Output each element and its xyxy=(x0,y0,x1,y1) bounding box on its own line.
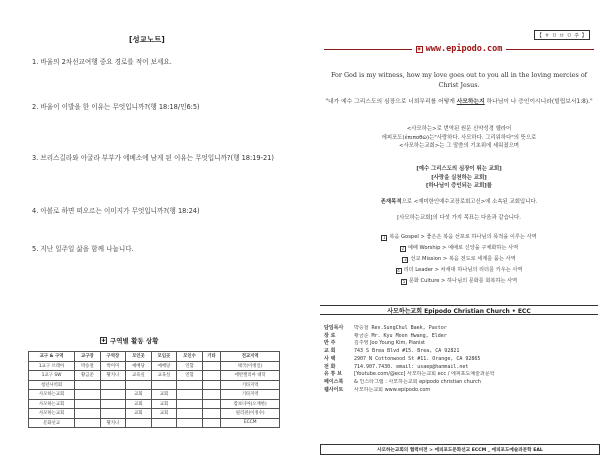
table-cell xyxy=(177,380,203,390)
table-cell: 연합 xyxy=(177,361,203,371)
table-cell: 교회 xyxy=(151,399,177,409)
right-page xyxy=(310,0,600,464)
table-cell: 황지니 xyxy=(100,371,126,381)
info-value: 사모하는교회 www.epipodo.com xyxy=(354,386,431,393)
table-row xyxy=(29,399,280,409)
number-badge-icon: 2 xyxy=(401,246,405,251)
info-value: 743 S Brea Blvd #15. Brea, CA 92821 xyxy=(354,348,460,355)
info-label: 유 튜 브 xyxy=(324,371,342,378)
table-cell: 교회 xyxy=(126,399,152,409)
table-cell xyxy=(202,371,221,381)
question-5: 5. 지난 일주일 삶을 함께 나눕니다. xyxy=(32,245,134,253)
table-cell xyxy=(100,390,126,400)
col-header: 전교지역 xyxy=(221,352,280,362)
table-cell: 교회 xyxy=(126,409,152,419)
table-cell: 사모하는교회 xyxy=(29,409,75,419)
table-cell xyxy=(202,361,221,371)
goal-item: 3 선교 Mission > 복음 전도로 세계를 품는 사역 xyxy=(404,256,516,262)
goals-list xyxy=(324,232,594,287)
table-cell xyxy=(75,399,101,409)
number-badge-icon: 5 xyxy=(402,279,406,284)
activity-table xyxy=(28,351,280,428)
table-cell xyxy=(75,380,101,390)
info-row xyxy=(324,387,594,395)
number-badge-icon: 3 xyxy=(404,257,407,262)
table-cell xyxy=(151,380,177,390)
table-row xyxy=(29,418,280,428)
table-cell: 교회 xyxy=(151,409,177,419)
question-2: 2. 바울이 이발을 한 이유는 무엇입니까?(행 18:18/민6:5) xyxy=(32,103,200,111)
question-4: 4. 아볼로 하면 떠오르는 이미지가 무엇입니까?(행 18:24) xyxy=(32,207,200,215)
info-value: [Youtube.com/@ecc] 사모하는교회 ecc / 에피포도예술과문학 xyxy=(354,371,495,378)
table-cell xyxy=(75,418,101,428)
table-cell xyxy=(75,409,101,419)
table-cell xyxy=(202,418,221,428)
info-row xyxy=(324,379,594,387)
info-row xyxy=(324,364,594,372)
table-cell xyxy=(151,418,177,428)
col-header: 교구 & 구역 xyxy=(29,352,75,362)
footer-banner: 사모하는교회의 협력비전 > 에피포도문화선교 ECCM _ 에피포도예술과문학 EAL xyxy=(320,444,600,455)
table-cell: 캄보디아(오재한) xyxy=(221,399,280,409)
question-1: 1. 바울의 2차선교여행 중요 경로를 적어 보세요. xyxy=(32,58,172,66)
info-label: 페이스북 xyxy=(324,378,344,385)
info-label: 장 로 xyxy=(324,332,336,339)
table-row xyxy=(29,390,280,400)
table-cell: 황지니 xyxy=(100,418,126,428)
table-cell xyxy=(202,390,221,400)
info-value: 김주영 Joo Young Kim, Pianist xyxy=(354,340,426,347)
goal-item: 4 리더 Leader > 차세대 하나님의 리더를 키우는 사역 xyxy=(397,267,523,273)
info-label: 전 화 xyxy=(324,363,336,370)
divider xyxy=(324,49,412,50)
col-header: 모인수 xyxy=(177,352,203,362)
info-row xyxy=(324,356,594,364)
word-meaning: <사모하는>로 번역된 원문 신약성경 헬라어 에피포도(ἐπιποθῶ)는"사랑하다. 사모하다. 그리워하다"의 뜻으로 <사모하는교회>는 그 말씀의 기초위에 세워졌으며 xyxy=(381,126,537,149)
col-header: 모인곳 xyxy=(126,352,152,362)
info-row xyxy=(324,340,594,348)
table-cell xyxy=(126,418,152,428)
church-name-banner: 사모하는교회 Epipodo Christian Church • ECC xyxy=(320,305,598,315)
table-cell: 에반젤리아 대학 xyxy=(221,371,280,381)
info-value: 2907 N Cottonwood St #11. Orange, CA 92865 xyxy=(354,355,481,362)
table-cell: 연합 xyxy=(177,371,203,381)
table-cell: 청년사역회 xyxy=(29,380,75,390)
table-cell: 박미미 xyxy=(100,361,126,371)
col-header: 기타 xyxy=(202,352,221,362)
divider xyxy=(506,49,594,50)
table-cell xyxy=(202,409,221,419)
table-cell xyxy=(126,380,152,390)
info-label: 반 주 xyxy=(324,340,336,347)
info-label: 사 택 xyxy=(324,355,336,362)
website-header xyxy=(324,44,594,54)
table-cell xyxy=(100,399,126,409)
col-header: 모임곳 xyxy=(151,352,177,362)
table-row xyxy=(29,380,280,390)
table-cell: 1교구 브레아 xyxy=(29,361,75,371)
table-cell xyxy=(202,380,221,390)
verse-korean: "내가 예수 그리스도의 심장으로 너희무리를 어떻게 사모하는지 하나님이 나 증인이시니라(빌립보서1:8)." xyxy=(325,99,593,105)
info-label: 교 회 xyxy=(324,348,336,355)
number-badge-icon: 4 xyxy=(397,268,400,273)
table-cell: 예배당 xyxy=(126,361,152,371)
table-cell: 박승철 xyxy=(75,361,101,371)
info-value: 박승철 Rev.SungChul Baek, Pastor xyxy=(354,325,447,331)
table-cell xyxy=(177,409,203,419)
table-cell xyxy=(177,390,203,400)
week-badge: 【 ㅎ ㅁ ㅂ ㅁ 주 】 xyxy=(534,30,590,40)
table-header-row xyxy=(29,352,280,362)
table-cell: 1교구 SW xyxy=(29,371,75,381)
table-cell: ECCM xyxy=(221,418,280,428)
table-cell: 기타지역 xyxy=(221,380,280,390)
table-cell: 황금준 xyxy=(75,371,101,381)
info-value: & 인스타그램 : 사모하는교회 epipodo christian church xyxy=(354,378,481,385)
col-header: 구역장 xyxy=(100,352,126,362)
website-link[interactable] xyxy=(412,44,507,54)
table-cell xyxy=(177,399,203,409)
table-cell xyxy=(177,418,203,428)
table-cell xyxy=(100,409,126,419)
info-row xyxy=(324,325,594,333)
info-label: 담임목사 xyxy=(324,325,344,331)
table-row xyxy=(29,371,280,381)
info-row xyxy=(324,348,594,356)
goal-item: 2 예배 Worship > 예배로 신앙을 구체화하는 사역 xyxy=(401,245,519,251)
church-info xyxy=(324,325,594,394)
goal-item: 5 문화 Culture > 하나님의 문화를 회복하는 사역 xyxy=(402,278,518,284)
goal-item: 1 복음 Gospel > 좋은은 복음 선포로 하나님의 목적을 이루는 사역 xyxy=(383,234,537,240)
table-cell: 기타지역 xyxy=(221,390,280,400)
cross-icon: ✚ xyxy=(101,337,106,344)
number-badge-icon: 1 xyxy=(383,235,386,240)
question-3: 3. 브리스길라와 아굴라 부부가 에베소에 남게 된 이유는 무엇입니까?(행 18:19-21) xyxy=(32,154,274,162)
activity-title xyxy=(100,336,158,345)
table-cell: 교육실 xyxy=(151,371,177,381)
website-text: www.epipodo.com xyxy=(425,44,503,54)
table-cell xyxy=(75,390,101,400)
table-cell: 교육실 xyxy=(126,371,152,381)
table-cell xyxy=(100,380,126,390)
table-cell: 태국(이병일) xyxy=(221,361,280,371)
table-row xyxy=(29,409,280,419)
info-value: 714.907.7430. email: usaep@hanmail.net xyxy=(354,363,469,370)
globe-icon: ◉ xyxy=(417,46,421,52)
church-motto: [예수 그리스도의 심장이 뛰는 교회] [사랑을 실천하는 교회] [하나님이 증인되는 교회]를 xyxy=(416,166,502,189)
col-header: 교구장 xyxy=(75,352,101,362)
activity-title-text: 구역별 활동 상황 xyxy=(110,337,159,345)
verse-english: For God is my witness, how my love goes out to you all in the loving mercies of Christ Jesus. xyxy=(330,71,588,89)
table-cell: 문화선교 xyxy=(29,418,75,428)
church-purpose: 존재목적으로 <재미한인예수교장로회고신>에 소속된 교회입니다. xyxy=(380,199,538,205)
info-row xyxy=(324,371,594,379)
info-row xyxy=(324,333,594,341)
study-notes-title: [성교노트] xyxy=(129,35,165,44)
table-cell: 예배당 xyxy=(151,361,177,371)
table-cell: 필리핀(이정수) xyxy=(221,409,280,419)
table-row xyxy=(29,361,280,371)
goals-intro: [사모하는교회]의 다섯 가지 목표는 다음과 같습니다. xyxy=(397,215,521,221)
table-cell: 교회 xyxy=(151,390,177,400)
table-cell: 사모하는교회 xyxy=(29,390,75,400)
info-label: 웹사이트 xyxy=(324,386,344,393)
table-cell: 사모하는교회 xyxy=(29,399,75,409)
info-value: 황금준 Mr. Kyu Moon Hwang, Elder xyxy=(354,332,447,339)
table-cell xyxy=(202,399,221,409)
table-cell: 교회 xyxy=(126,390,152,400)
